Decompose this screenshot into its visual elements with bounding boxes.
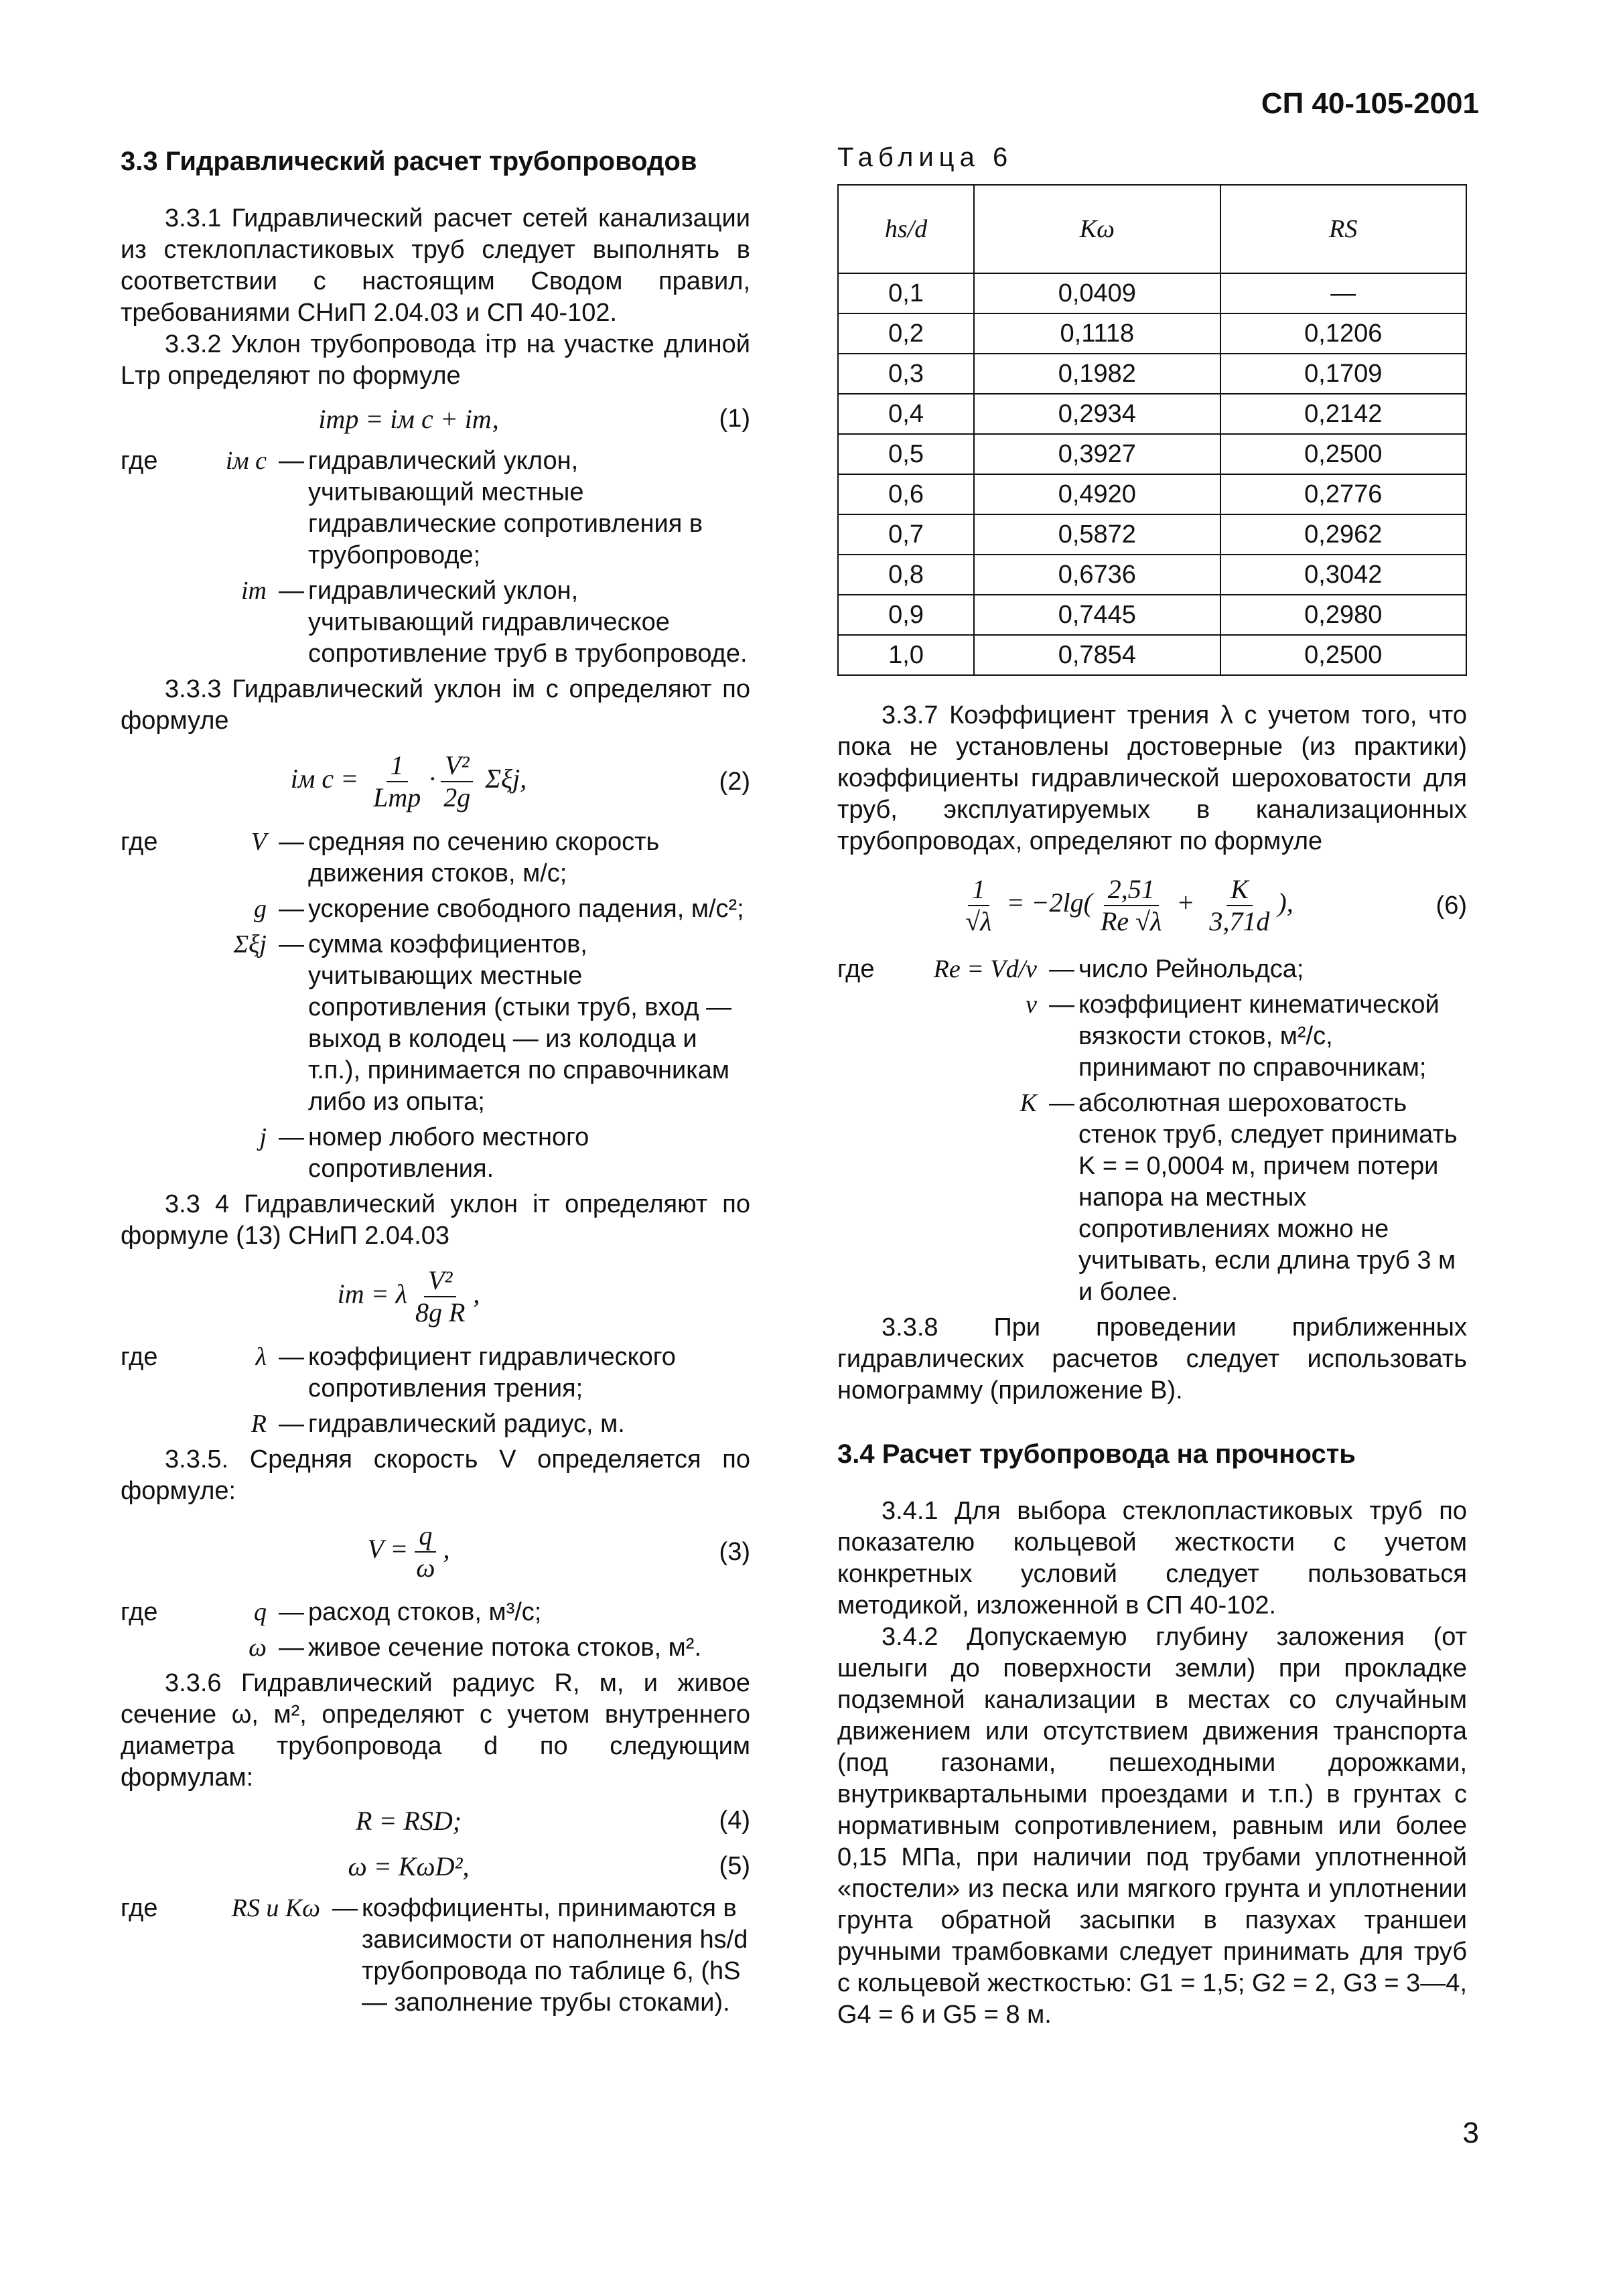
formula-6-frac-b-den: Re √λ (1100, 906, 1162, 936)
table-cell: 0,1 (838, 273, 974, 313)
where-description: расход стоков, м³/с; (308, 1598, 542, 1626)
where-symbol: q (254, 1598, 267, 1626)
paragraph-3-4-1: 3.4.1 Для выбора стеклопластиковых труб по показателю кольцевой жесткости с учетом конкретных условий следует пользоваться методикой, изложенной в СП 40-102. (837, 1497, 1467, 1620)
table-cell: 0,3042 (1220, 555, 1466, 595)
where-description: число Рейнольдса; (1078, 955, 1304, 983)
formula-2-frac-b-den: 2g (443, 782, 471, 812)
table-cell: 0,1982 (974, 354, 1220, 394)
where-dash: — (279, 930, 304, 958)
table-cell: 0,7445 (974, 595, 1220, 635)
where-lead (121, 1409, 194, 1440)
table-row (838, 434, 1466, 474)
paragraph-3-3-5: 3.3.5. Средняя скорость V определяется по формуле: (121, 1445, 750, 1505)
where-dash: — (279, 895, 304, 923)
section-title-3-3: 3.3 Гидравлический расчет трубопроводов (121, 147, 697, 176)
where-item (121, 1597, 750, 1628)
formula-6-frac-b-num: 2,51 (1104, 874, 1159, 906)
formula-6-tail: ), (1277, 887, 1293, 918)
table-row (838, 595, 1466, 635)
where-description: живое сечение потока стоков, м². (308, 1634, 702, 1662)
paragraph-3-3-3: 3.3.3 Гидравлический уклон iм с определяют по формуле (121, 675, 750, 735)
where-description: номер любого местного сопротивления. (308, 1123, 589, 1183)
document-code: СП 40-105-2001 (1261, 87, 1479, 120)
where-symbol: V (251, 828, 267, 856)
where-description: ускорение свободного падения, м/с²; (308, 895, 744, 923)
table-caption: Таблица 6 (837, 143, 1013, 172)
where-5-description: коэффициенты, принимаются в зависимости от наполнения hs/d трубопровода по таблице 6, (hS — заполнение трубы стоками). (362, 1894, 748, 2017)
table-cell: 0,4920 (974, 474, 1220, 514)
table-cell: 0,3927 (974, 434, 1220, 474)
where-lead (121, 893, 194, 925)
table-cell: 0,2776 (1220, 474, 1466, 514)
left-column (121, 134, 750, 2023)
table-row (838, 354, 1466, 394)
where-symbol: Σξj (233, 930, 267, 958)
table-cell: 0,6 (838, 474, 974, 514)
where-item (837, 989, 1467, 1084)
formula-6-frac-b (1097, 874, 1166, 937)
where-item (121, 1632, 750, 1664)
formula-2-frac-a (369, 750, 425, 813)
formula-2-frac-a-num: 1 (387, 750, 408, 782)
table-header-row (838, 185, 1466, 273)
coefficients-table (837, 184, 1467, 676)
table-row (838, 635, 1466, 675)
table-row (838, 394, 1466, 434)
formula-4-expr: R = RSD; (355, 1805, 462, 1836)
where-lead (837, 989, 911, 1084)
table-cell: 0,1118 (974, 313, 1220, 354)
table-row (838, 555, 1466, 595)
formula-2-lhs: iм с = (290, 764, 359, 794)
where-lead (121, 575, 194, 670)
table-cell: 0,9 (838, 595, 974, 635)
where-symbol: iм с (225, 447, 267, 475)
paragraph-3-3-2: 3.3.2 Уклон трубопровода iтр на участке длиной Lтр определяют по формуле (121, 330, 750, 390)
table-cell: 0,4 (838, 394, 974, 434)
table-row (838, 474, 1466, 514)
where-dash: — (279, 1634, 304, 1662)
formula-2-tail: Σξj, (485, 764, 527, 794)
where-dash: — (279, 577, 304, 605)
where-symbol: R (251, 1410, 267, 1438)
where-lead (121, 1122, 194, 1185)
right-column (837, 134, 1467, 2031)
where-item (121, 575, 750, 670)
formula-it-lhs: iт = λ (337, 1279, 407, 1309)
table-cell: 0,1709 (1220, 354, 1466, 394)
table-cell: 0,2500 (1220, 635, 1466, 675)
where-5-dash: — (332, 1894, 358, 1922)
paragraph-3-3-8: 3.3.8 При проведении приближенных гидравлических расчетов следует использовать номограмму (приложение В). (837, 1313, 1467, 1405)
where-lead: где (121, 828, 158, 856)
table-cell: 0,2980 (1220, 595, 1466, 635)
where-dash: — (1049, 955, 1074, 983)
where-description: гидравлический уклон, учитывающий гидравлическое сопротивление труб в трубопроводе. (308, 577, 748, 668)
where-symbol: ω (249, 1634, 267, 1662)
table-cell: 0,7 (838, 514, 974, 555)
where-item (837, 954, 1467, 985)
formula-6-mid: = −2lg( (1006, 887, 1093, 918)
formula-3 (121, 1515, 750, 1589)
paragraph-3-3-1: 3.3.1 Гидравлический расчет сетей канализации из стеклопластиковых труб следует выполнять в соответствии с настоящим Сводом правил, требованиями СНиП 2.04.03 и СП 40-102. (121, 204, 750, 327)
where-lead (121, 929, 194, 1118)
table-cell: 0,5 (838, 434, 974, 474)
where-description: коэффициент гидравлического сопротивления трения; (308, 1343, 676, 1403)
formula-it-expr (121, 1265, 697, 1328)
formula-3-number: (3) (719, 1537, 750, 1566)
formula-6-frac-c-den: 3,71d (1209, 906, 1270, 936)
table-cell: 0,2500 (1220, 434, 1466, 474)
formula-3-den: ω (416, 1553, 435, 1583)
where-item (121, 1342, 750, 1405)
formula-5 (121, 1847, 750, 1885)
where-description: абсолютная шероховатость стенок труб, следует принимать K = = 0,0004 м, причем потери напора на местных сопротивлениях можно не учитывать, если длина труб 3 м и более. (1078, 1089, 1458, 1306)
table-header-cell: Kω (974, 185, 1220, 273)
formula-4 (121, 1802, 750, 1839)
paragraph-3-3-7: 3.3.7 Коэффициент трения λ с учетом того, что пока не установлены достоверные (из практики) коэффициенты гидравлической шероховатости для труб, эксплуатируемых в канализационных трубопроводах, определяют по формуле (837, 701, 1467, 855)
where-symbol: j (259, 1123, 267, 1151)
paragraph-3-3-6: 3.3.6 Гидравлический радиус R, м, и живое сечение ω, м², определяют с учетом внутреннего диаметра трубопровода d по следующим формулам: (121, 1669, 750, 1792)
page-number: 3 (1462, 2116, 1479, 2149)
formula-it (121, 1260, 750, 1334)
formula-6 (837, 865, 1467, 946)
where-item (121, 893, 750, 925)
table-row (838, 273, 1466, 313)
formula-3-lhs: V = (367, 1534, 409, 1565)
formula-6-expr (837, 874, 1413, 937)
table-row (838, 313, 1466, 354)
where-item (837, 1088, 1467, 1308)
where-dash: — (279, 1410, 304, 1438)
formula-6-frac-c (1205, 874, 1273, 937)
paragraph-3-4-2: 3.4.2 Допускаемую глубину заложения (от шелыги до поверхности земли) при прокладке подземной канализации в местах со случайным движением или отсутствием движения транспорта (под газонами, пешеходными дорожками, внутриквартальными проездами и т.п.) в грунтах с нормативным сопротивлением, равным или более 0,15 МПа, при наличии под трубами уплотненной «постели» из песка или мягкого грунта и уплотнении грунта обратной засыпки в пазухах траншеи ручными трамбовками следует принимать для труб с кольцевой жесткостью: G1 = 1,5; G2 = 2, G3 = 3—4, G4 = 6 и G5 = 8 м. (837, 1623, 1467, 2029)
table-cell: 0,2934 (974, 394, 1220, 434)
table-cell: 0,0409 (974, 273, 1220, 313)
formula-6-frac-a-num: 1 (968, 874, 989, 906)
formula-3-expr (121, 1520, 697, 1583)
where-symbol: iт (241, 577, 267, 605)
formula-6-number: (6) (1435, 891, 1467, 920)
formula-6-frac-a (961, 874, 995, 937)
table-cell: 0,5872 (974, 514, 1220, 555)
formula-2-number: (2) (719, 767, 750, 796)
table-cell: 1,0 (838, 635, 974, 675)
table-body (838, 273, 1466, 675)
where-list-6 (837, 954, 1467, 1308)
formula-6-frac-a-den: √λ (965, 906, 992, 936)
where-dash: — (1049, 991, 1074, 1019)
formula-3-num: q (415, 1520, 436, 1553)
formula-1-number: (1) (719, 404, 750, 433)
where-list-4 (121, 1597, 750, 1664)
formula-6-plus: + (1176, 887, 1195, 918)
where-lead: где (121, 1598, 158, 1626)
table-cell: 0,6736 (974, 555, 1220, 595)
formula-5-expr: ω = KωD², (348, 1851, 470, 1881)
table-header-cell: RS (1220, 185, 1466, 273)
table-cell: — (1220, 273, 1466, 313)
where-dash: — (1049, 1089, 1074, 1117)
where-symbol: ν (1026, 991, 1037, 1019)
table-cell: 0,7854 (974, 635, 1220, 675)
formula-1-expr: iтр = iм с + iт, (318, 403, 499, 434)
formula-4-number: (4) (719, 1806, 750, 1835)
formula-1 (121, 400, 750, 437)
formula-2-expr: iм с = $\frac{1}{\text{Lтр}}$ · $\frac{\text{V²}}{2g}$ Σξj, (290, 750, 527, 812)
paragraph-3-3-4: 3.3 4 Гидравлический уклон iт определяют по формуле (13) СНиП 2.04.03 (121, 1190, 750, 1250)
where-description: коэффициент кинематической вязкости стоков, м²/с, принимают по справочникам; (1078, 991, 1440, 1082)
where-5-symbol: RS и Kω (231, 1894, 320, 1922)
where-dash: — (279, 1123, 304, 1151)
table-cell: 0,1206 (1220, 313, 1466, 354)
formula-5-number: (5) (719, 1851, 750, 1880)
where-dash: — (279, 828, 304, 856)
where-description: гидравлический радиус, м. (308, 1410, 625, 1438)
table-header-cell: hs/d (838, 185, 974, 273)
where-list-3 (121, 1342, 750, 1440)
where-item (121, 445, 750, 571)
table-cell: 0,2962 (1220, 514, 1466, 555)
where-description: гидравлический уклон, учитывающий местные гидравлические сопротивления в трубопроводе; (308, 447, 703, 569)
where-description: средняя по сечению скорость движения стоков, м/с; (308, 828, 660, 887)
table-cell: 0,8 (838, 555, 974, 595)
table-cell: 0,2 (838, 313, 974, 354)
formula-2-frac-b (439, 750, 474, 813)
section-title-3-4: 3.4 Расчет трубопровода на прочность (837, 1439, 1356, 1469)
where-dash: — (279, 1598, 304, 1626)
table-cell: 0,2142 (1220, 394, 1466, 434)
where-lead (121, 1632, 194, 1664)
where-symbol: Re = Vd/ν (933, 955, 1037, 983)
table-cell: 0,3 (838, 354, 974, 394)
where-list-2 (121, 827, 750, 1185)
formula-2-frac-b-num: V² (441, 750, 473, 782)
formula-it-den: 8g R (415, 1297, 466, 1328)
where-item (121, 1122, 750, 1185)
formula-6-frac-c-num: K (1226, 874, 1253, 906)
where-lead: где (121, 447, 158, 475)
formula-2 (121, 745, 750, 818)
where-item (121, 1409, 750, 1440)
formula-3-tail: , (443, 1534, 450, 1565)
where-symbol: g (254, 895, 267, 923)
where-dash: — (279, 1343, 304, 1371)
formula-2-frac-a-den: Lтр (373, 782, 421, 812)
where-item (121, 827, 750, 889)
where-lead: где (121, 1343, 158, 1371)
where-dash: — (279, 447, 304, 475)
formula-it-num: V² (424, 1265, 456, 1297)
formula-it-frac (411, 1265, 469, 1328)
where-5-lead: где (121, 1894, 158, 1922)
where-lead (837, 1088, 911, 1308)
where-list-1 (121, 445, 750, 670)
where-symbol: K (1020, 1089, 1037, 1117)
formula-it-tail: , (473, 1279, 480, 1309)
table-row (838, 514, 1466, 555)
where-lead: где (837, 955, 875, 983)
where-description: сумма коэффициентов, учитывающих местные сопротивления (стыки труб, вход — выход в колодец — из колодца и т.п.), принимается по справочникам либо из опыта; (308, 930, 732, 1116)
formula-3-frac (412, 1520, 439, 1583)
where-list-5 (121, 1893, 750, 2019)
where-item (121, 929, 750, 1118)
where-symbol: λ (255, 1343, 267, 1371)
